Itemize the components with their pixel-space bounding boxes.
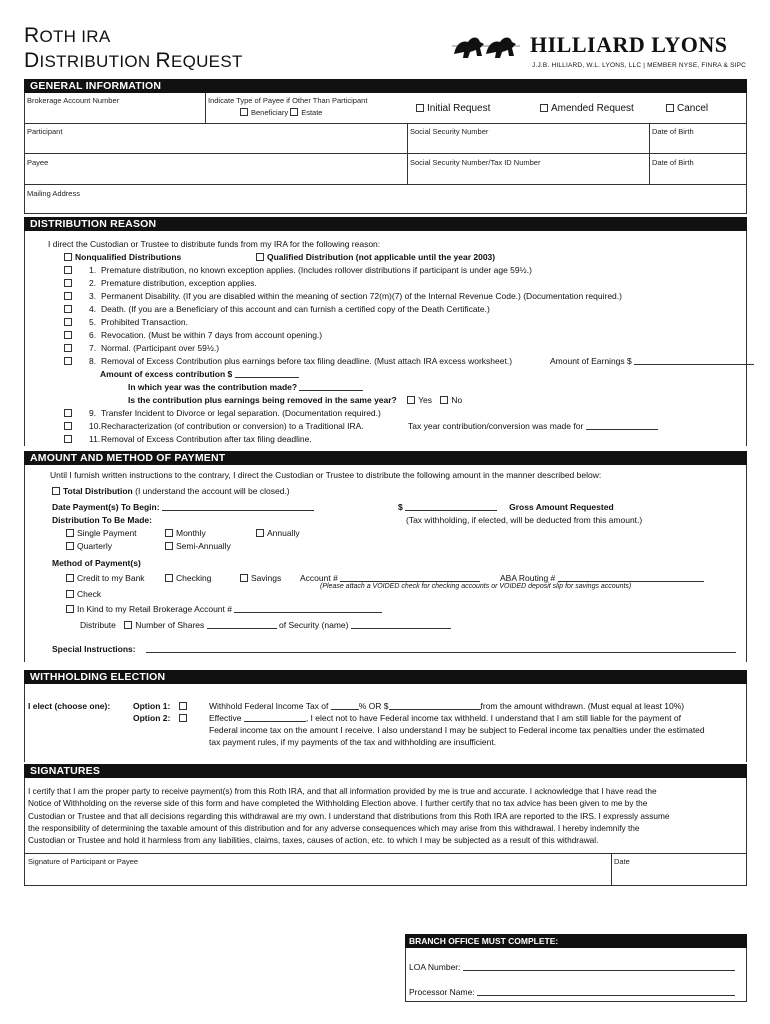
annually-checkbox[interactable] [256,529,264,537]
ssn-field[interactable]: Social Security Number [410,127,489,136]
beneficiary-checkbox[interactable] [240,108,248,116]
special-instructions-input[interactable] [146,652,736,653]
gross-amount-input[interactable] [405,502,497,511]
payment-method-label: Method of Payment(s) [52,558,141,568]
section-withholding-heading: WITHHOLDING ELECTION [24,670,747,684]
single-payment-checkbox[interactable] [66,529,74,537]
brokerage-account-input[interactable] [234,604,382,613]
brokerage-account-field[interactable]: Brokerage Account Number [27,96,120,105]
contribution-year-input[interactable] [299,382,363,391]
reason-item: 7. Normal. (Participant over 59½.) [64,343,219,353]
reason-7-checkbox[interactable] [64,344,72,352]
withholding-panel [24,684,747,762]
same-year-no-checkbox[interactable] [440,396,448,404]
certification-text: I certify that I am the proper party to receive payment(s) from this Roth IRA, and that all information provided by me is true and accurate. I acknowledge that I have read the Notice of Withholding on the reverse side of this form and have completed the Withholding Election above. I further certify that no tax advice has been given to me by the Custodian or Trustee and that all decisions regarding this withdrawal are my own. I understand that distributions from this Roth IRA are reported to the IRS. I expressly assume the responsibility of determining the taxable amount of this distribution and for any adverse consequences which may arise from this withdrawal. I hereby indemnify the Custodian or Trustee and hold it harmless from any liabilities, claims, taxes, causes of action, etc. to which I may be subjected as a result of this withdrawal. [28,786,670,846]
distribution-made-label: Distribution To Be Made: [52,515,152,525]
withhold-percent-input[interactable] [331,701,359,710]
reason-item: 9. Transfer Incident to Divorce or legal separation. (Documentation required.) [64,408,381,418]
qualified-checkbox[interactable] [256,253,264,261]
tax-year-input[interactable] [586,421,658,430]
option-2-text: Federal income tax on the amount I receive. I also understand I may be subject to Federal income tax penalties under the estimated [209,725,705,735]
payee-type-label: Indicate Type of Payee if Other Than Participant [208,96,368,105]
initial-request-checkbox[interactable] [416,104,424,112]
reason-3-checkbox[interactable] [64,292,72,300]
reason-1-checkbox[interactable] [64,266,72,274]
voided-check-note: (Please attach a VOIDED check for checking accounts or VOIDED deposit slip for savings accounts) [320,583,632,590]
option-2-text: tax payment rules, if my payments of the tax and withholding are insufficient. [209,737,497,747]
estate-checkbox[interactable] [290,108,298,116]
company-name: HILLIARD LYONS [530,32,728,57]
reason-item: 10.Recharacterization (of contribution or conversion) to a Traditional IRA. [64,421,364,431]
elect-label: I elect (choose one): [28,701,111,711]
reason-item: 1. Premature distribution, no known exception applies. (Includes rollover distributions if participant is under age 59½.) [64,265,532,275]
company-subtitle: J.J.B. HILLIARD, W.L. LYONS, LLC | MEMBER NYSE, FINRA & SIPC [532,62,747,69]
reason-item: 8. Removal of Excess Contribution plus earnings before tax filing deadline. (Must attach IRA excess worksheet.) [64,356,512,366]
reason-item: 6. Revocation. (Must be within 7 days from account opening.) [64,330,322,340]
check-checkbox[interactable] [66,590,74,598]
mailing-address-field[interactable]: Mailing Address [27,189,80,198]
amended-request-checkbox[interactable] [540,104,548,112]
cancel-checkbox[interactable] [666,104,674,112]
reason-8-checkbox[interactable] [64,357,72,365]
reason-item: 4. Death. (If you are a Beneficiary of this account and can furnish a certified copy of the Death Certificate.) [64,304,490,314]
quarterly-checkbox[interactable] [66,542,74,550]
section-amount-heading: AMOUNT AND METHOD OF PAYMENT [24,451,747,465]
earnings-amount-input[interactable] [634,356,754,365]
option-2-checkbox[interactable] [179,714,187,722]
loa-number-input[interactable] [463,962,735,971]
reason-intro: I direct the Custodian or Trustee to distribute funds from my IRA for the following reason: [48,239,381,249]
nonqualified-checkbox[interactable] [64,253,72,261]
amount-intro: Until I furnish written instructions to the contrary, I direct the Custodian or Trustee to distribute the following amount in the manner described below: [50,470,602,480]
excess-amount-input[interactable] [235,369,299,378]
in-kind-checkbox[interactable] [66,605,74,613]
withhold-dollar-input[interactable] [389,701,481,710]
savings-checkbox[interactable] [240,574,248,582]
reason-item: 5. Prohibited Transaction. [64,317,188,327]
reason-5-checkbox[interactable] [64,318,72,326]
section-signatures-heading: SIGNATURES [24,764,747,778]
page-title: ROTH IRA DISTRIBUTION REQUEST [24,24,243,72]
begin-date-input[interactable] [162,502,314,511]
monthly-checkbox[interactable] [165,529,173,537]
credit-bank-checkbox[interactable] [66,574,74,582]
payee-field[interactable]: Payee [27,158,49,167]
ssn-taxid-field[interactable]: Social Security Number/Tax ID Number [410,158,541,167]
same-year-yes-checkbox[interactable] [407,396,415,404]
reason-item: 2. Premature distribution, exception applies. [64,278,257,288]
signature-date-field[interactable]: Date [614,857,630,866]
section-general-heading: GENERAL INFORMATION [24,79,747,93]
aba-routing-input[interactable] [558,573,704,582]
option-1-checkbox[interactable] [179,702,187,710]
branch-office-heading: BRANCH OFFICE MUST COMPLETE: [405,934,747,948]
reason-6-checkbox[interactable] [64,331,72,339]
signature-field[interactable]: Signature of Participant or Payee [28,857,139,866]
checking-checkbox[interactable] [165,574,173,582]
reason-item: 3. Permanent Disability. (If you are disabled within the meaning of section 72(m)(7) of the Internal Revenue Code.) (Documentation required.) [64,291,622,301]
reason-9-checkbox[interactable] [64,409,72,417]
lions-logo-icon [450,30,522,62]
withholding-note: (Tax withholding, if elected, will be deducted from this amount.) [406,515,643,525]
participant-field[interactable]: Participant [27,127,63,136]
section-reason-heading: DISTRIBUTION REASON [24,217,747,231]
dob-field-participant[interactable]: Date of Birth [652,127,694,136]
reason-2-checkbox[interactable] [64,279,72,287]
security-name-input[interactable] [351,620,451,629]
processor-name-input[interactable] [477,987,735,996]
semi-annually-checkbox[interactable] [165,542,173,550]
reason-10-checkbox[interactable] [64,422,72,430]
dob-field-payee[interactable]: Date of Birth [652,158,694,167]
bank-account-input[interactable] [340,573,480,582]
number-of-shares-checkbox[interactable] [124,621,132,629]
effective-date-input[interactable] [244,713,306,722]
company-logo [450,30,522,64]
shares-input[interactable] [207,620,277,629]
total-distribution-checkbox[interactable] [52,487,60,495]
reason-4-checkbox[interactable] [64,305,72,313]
reason-item: 11.Removal of Excess Contribution after tax filing deadline. [64,434,312,444]
reason-11-checkbox[interactable] [64,435,72,443]
